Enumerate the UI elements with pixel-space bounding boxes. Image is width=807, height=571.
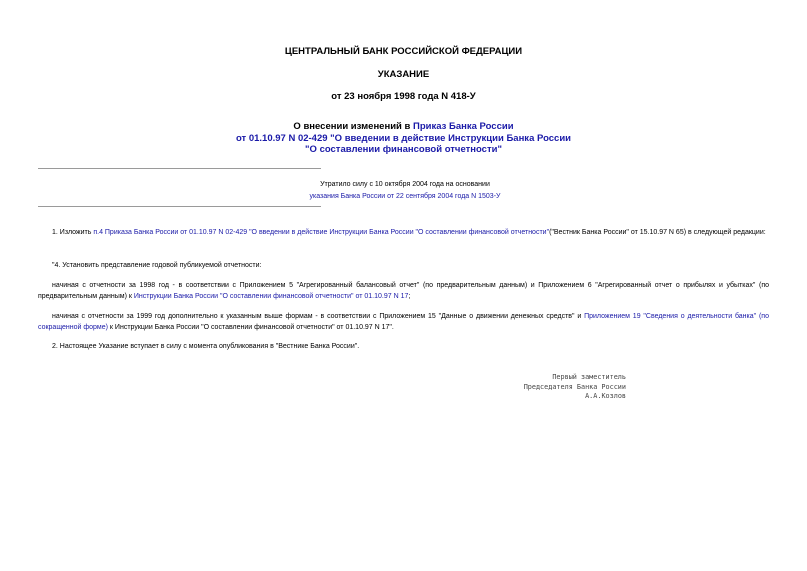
- signature-position-2: Председателя Банка России: [523, 382, 626, 391]
- divider-top: [38, 168, 321, 169]
- paragraph-3-link[interactable]: Инструкции Банка России "О составлении финансовой отчетности" от 01.10.97 N 17: [133, 292, 409, 300]
- void-notice-text: Утратило силу с 10 октября 2004 года на основании: [320, 181, 490, 188]
- paragraph-5: 2. Настоящее Указание вступает в силу с момента опубликования в "Вестнике Банка России".: [52, 343, 360, 350]
- signature-name: А.А.Козлов: [585, 392, 626, 400]
- title-order-link[interactable]: Приказ Банка России: [413, 121, 514, 132]
- divider-bottom: [38, 206, 321, 207]
- title-line-2[interactable]: от 01.10.97 N 02-429 "О введении в действие Инструкции Банка России: [235, 132, 572, 144]
- paragraph-2: "4. Установить представление годовой публикуемой отчетности:: [52, 262, 262, 269]
- paragraph-1: 1. Изложить п.4 Приказа Банка России от 01.10.97 N 02-429 "О введении в действие Инструкции Банка России "О составлении финансовой отчетности"("Вестник Банка России" от 15.10.97 N 65) в следующей редакции:: [52, 229, 766, 236]
- document-title: [0, 121, 807, 156]
- title-line-1: О внесении изменений в Приказ Банка России: [293, 121, 514, 132]
- signature-block: [470, 373, 626, 402]
- void-notice-link[interactable]: указания Банка России от 22 сентября 2004 года N 1503-У: [309, 193, 501, 200]
- signature-position-1: Первый заместитель: [552, 373, 626, 381]
- document-date: от 23 ноября 1998 года N 418-У: [331, 91, 476, 102]
- issuer-heading: ЦЕНТРАЛЬНЫЙ БАНК РОССИЙСКОЙ ФЕДЕРАЦИИ: [284, 46, 523, 57]
- paragraph-4: начиная с отчетности за 1999 год дополнительно к указанным выше формам - в соответствии с Приложением 15 "Данные о движении денежных средств" и Приложением 19 "Сведения о деятельности банка" (по сокращенной форме) к Инструкции Банка России "О составлении финансовой отчетности" от 01.10.97 N 17".: [38, 313, 769, 331]
- document-type: УКАЗАНИЕ: [377, 69, 430, 80]
- paragraph-4-link[interactable]: Приложением 19 "Сведения о деятельности банка" (по сокращенной форме): [38, 313, 769, 331]
- void-notice: [300, 179, 510, 203]
- paragraph-1-link[interactable]: п.4 Приказа Банка России от 01.10.97 N 02-429 "О введении в действие Инструкции Банка России "О составлении финансовой отчетности": [93, 229, 550, 236]
- title-line-3[interactable]: "О составлении финансовой отчетности": [305, 144, 502, 155]
- paragraph-3: начиная с отчетности за 1998 год - в соответствии с Приложением 5 "Агрегированный балансовый отчет" (по предварительным данным) и Приложением 6 "Агрегированный отчет о прибылях и убытках" (по предварительным данным) к Инструкции Банка России "О составлении финансовой отчетности" от 01.10.97 N 17;: [38, 282, 769, 300]
